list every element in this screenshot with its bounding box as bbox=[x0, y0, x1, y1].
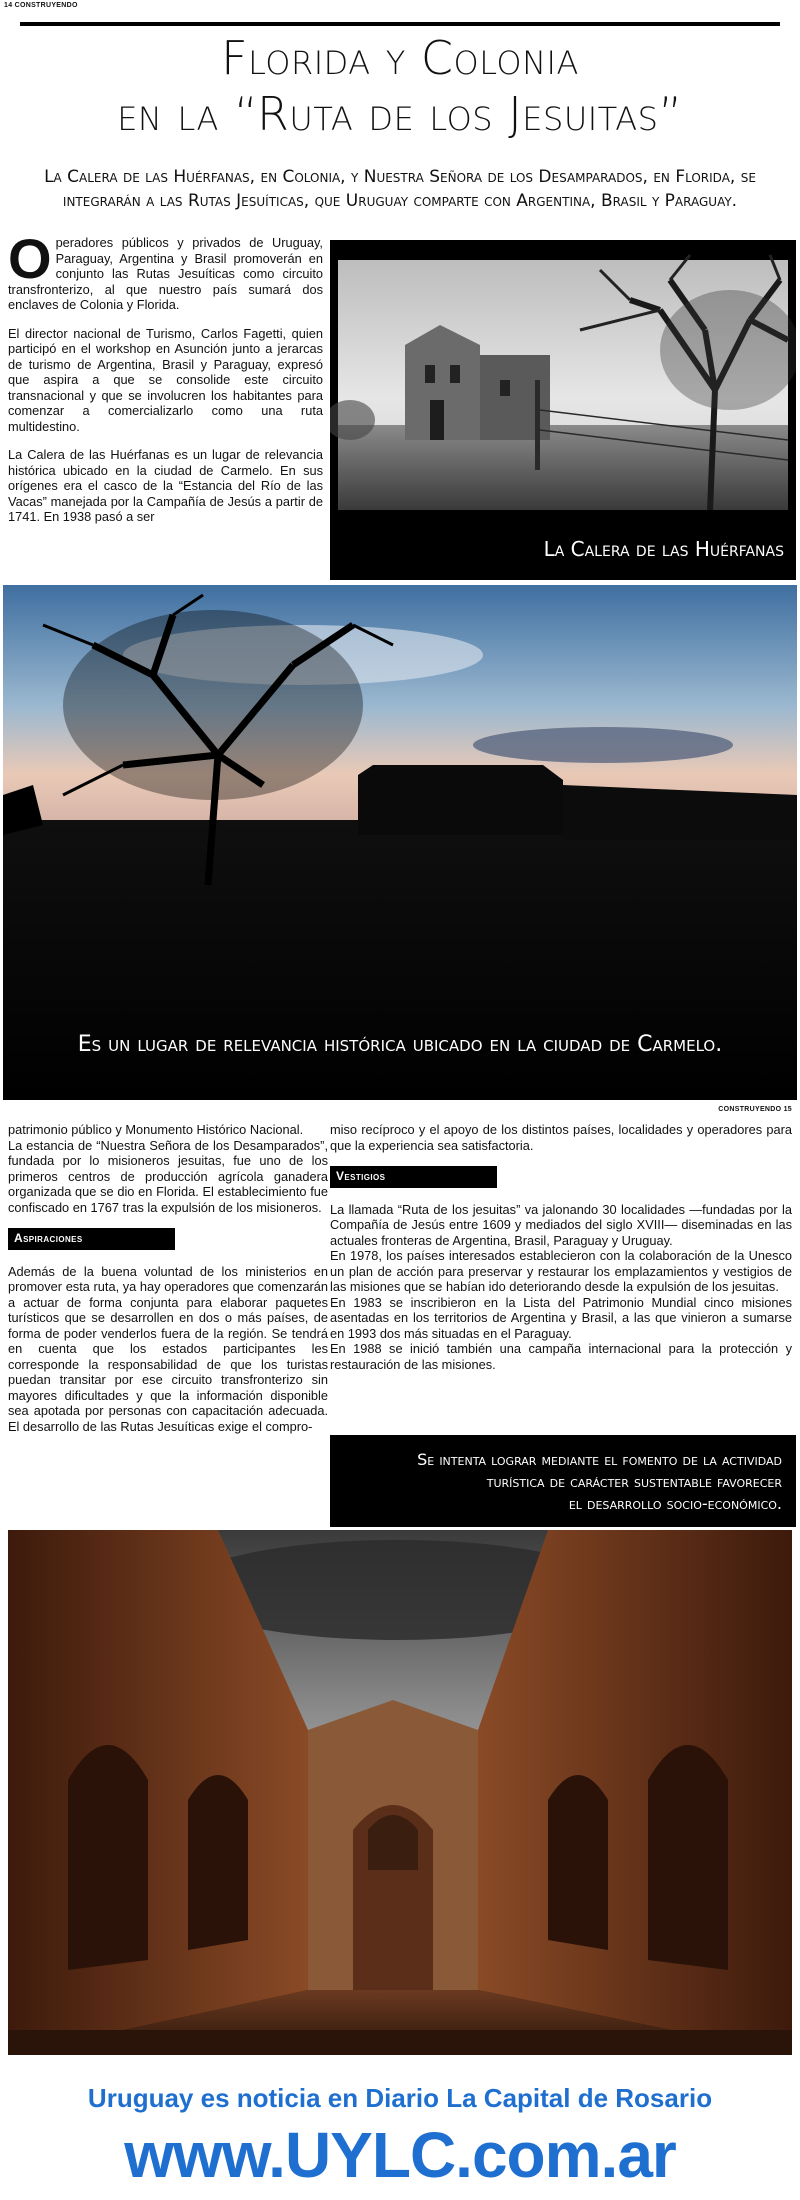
drop-cap: O bbox=[8, 227, 52, 290]
photo-calera-caption: La Calera de las Huérfanas bbox=[543, 537, 784, 561]
right-column bbox=[330, 1122, 792, 1385]
title-line-1: Florida y Colonia bbox=[221, 31, 579, 85]
right-paragraph-1: miso recíproco y el apoyo de los distintos países, localidades y operadores para que la experiencia sea satisfactoria. bbox=[330, 1122, 792, 1153]
left-paragraph-3: Además de la buena voluntad de los ministerios en promover esta ruta, ya hay operadores que comenzarán a actuar de forma conjunta para elaborar paquetes turísticos que se desarrollen en dos o más países, de forma de poder venderlos fuera de la región. Se tendrá en cuenta que los estados participantes les corresponde la responsabilidad de que los turistas puedan transitar por ese circuito transfronterizo sin mayores dificultades y que la información disponible sea apotada por personas con capacitación adecuada. El desarrollo de las Rutas Jesuíticas exige el compro- bbox=[8, 1263, 328, 1434]
top-rule bbox=[20, 22, 780, 26]
title-line-2: en la “Ruta de los Jesuitas” bbox=[117, 87, 683, 141]
page-folio-left: 14 CONSTRUYENDO bbox=[4, 2, 78, 9]
intro-paragraph-1: Operadores públicos y privados de Uruguay, Paraguay, Argentina y Brasil promoverán en conjunto las Rutas Jesuíticas como circuito transfronterizo, al que nuestro país sumará dos enclaves de Colonia y Florida. bbox=[8, 227, 323, 312]
right-paragraph-2: La llamada “Ruta de los jesuitas” va jalonando 30 localidades —fundadas por la Compañía de Jesús entre 1609 y mediados del siglo XVIII— diseminadas en las actuales fronteras de Argentina, Brasil, Paraguay y Uruguay. bbox=[330, 1201, 792, 1248]
photo-sunset-caption: Es un lugar de relevancia histórica ubicado en la ciudad de Carmelo. bbox=[77, 1032, 723, 1057]
right-paragraph-5: En 1988 se inició también una campaña internacional para la protección y restauración de las misiones. bbox=[330, 1341, 792, 1372]
page-folio-right: CONSTRUYENDO 15 bbox=[718, 1106, 792, 1113]
left-column bbox=[8, 1122, 328, 1447]
photo-calera-image bbox=[330, 240, 796, 580]
pull-quote-line-1: Se intenta lograr mediante el fomento de la actividad bbox=[417, 1450, 782, 1469]
ad-url-link[interactable]: www.UYLC.com.ar bbox=[124, 2119, 676, 2191]
intro-paragraph-2: El director nacional de Turismo, Carlos Fagetti, quien participó en el workshop en Asunción junto a jerarcas de turismo de Argentina, Brasil y Paraguay, expresó que aspira a que se consolide este circuito transnacional y que se involucren los habitantes para comenzar a comercializarlo como una ruta multidestino. bbox=[8, 325, 323, 434]
intro-paragraph-3: La Calera de las Huérfanas es un lugar de relevancia histórica ubicado en la ciudad de Carmelo. En sus orígenes era el casco de la “Estancia del Río de las Vacas” manejada por la Campañía de Jesús a partir de 1741. En 1938 pasó a ser bbox=[8, 447, 323, 524]
right-paragraph-4: En 1983 se inscribieron en la Lista del Patrimonio Mundial cinco misiones asentadas en los territorios de Argentina y Brasil, a las que vinieron a sumarse en 1993 dos más situadas en el Paraguay. bbox=[330, 1294, 792, 1341]
ad-tagline: Uruguay es noticia en Diario La Capital de Rosario bbox=[87, 2083, 713, 2113]
right-paragraph-3: En 1978, los países interesados establecieron con la colaboración de la Unesco un plan de acción para preservar y restaurar los emplazamientos y vestigios de las misiones que se habían ido deteriorando desde la expulsión de los jesuitas. bbox=[330, 1248, 792, 1294]
page-title bbox=[0, 30, 800, 142]
subtitle: La Calera de las Huérfanas, en Colonia, y Nuestra Señora de los Desamparados, en Florida, se integrarán a las Rutas Jesuíticas, que Uruguay comparte con Argentina, Brasil y Paraguay. bbox=[44, 167, 756, 211]
pull-quote bbox=[330, 1435, 796, 1527]
left-paragraph-2: La estancia de “Nuestra Señora de los Desamparados”, fundada por lo misioneros jesuitas, fue uno de los primeros centros de producción agrícola ganadera organizada que se dio en Florida. El establecimiento fue confiscado en 1767 tras la expulsión de los misioneros. bbox=[8, 1137, 328, 1215]
left-paragraph-1: patrimonio público y Monumento Histórico Nacional. bbox=[8, 1122, 304, 1137]
section-heading-aspiraciones: Aspiraciones bbox=[8, 1228, 175, 1250]
section-heading-vestigios: Vestigios bbox=[330, 1166, 497, 1188]
photo-calera bbox=[330, 240, 796, 580]
photo-sunset bbox=[3, 585, 797, 1100]
intro-column bbox=[8, 227, 323, 538]
photo-sunset-image bbox=[3, 585, 797, 1100]
photo-mission-ruins bbox=[8, 1530, 792, 2055]
photo-mission-ruins-image bbox=[8, 1530, 792, 2055]
pull-quote-line-2: turística de carácter sustentable favorecer bbox=[486, 1472, 782, 1491]
pull-quote-line-3: el desarrollo socio-económico. bbox=[568, 1494, 782, 1513]
